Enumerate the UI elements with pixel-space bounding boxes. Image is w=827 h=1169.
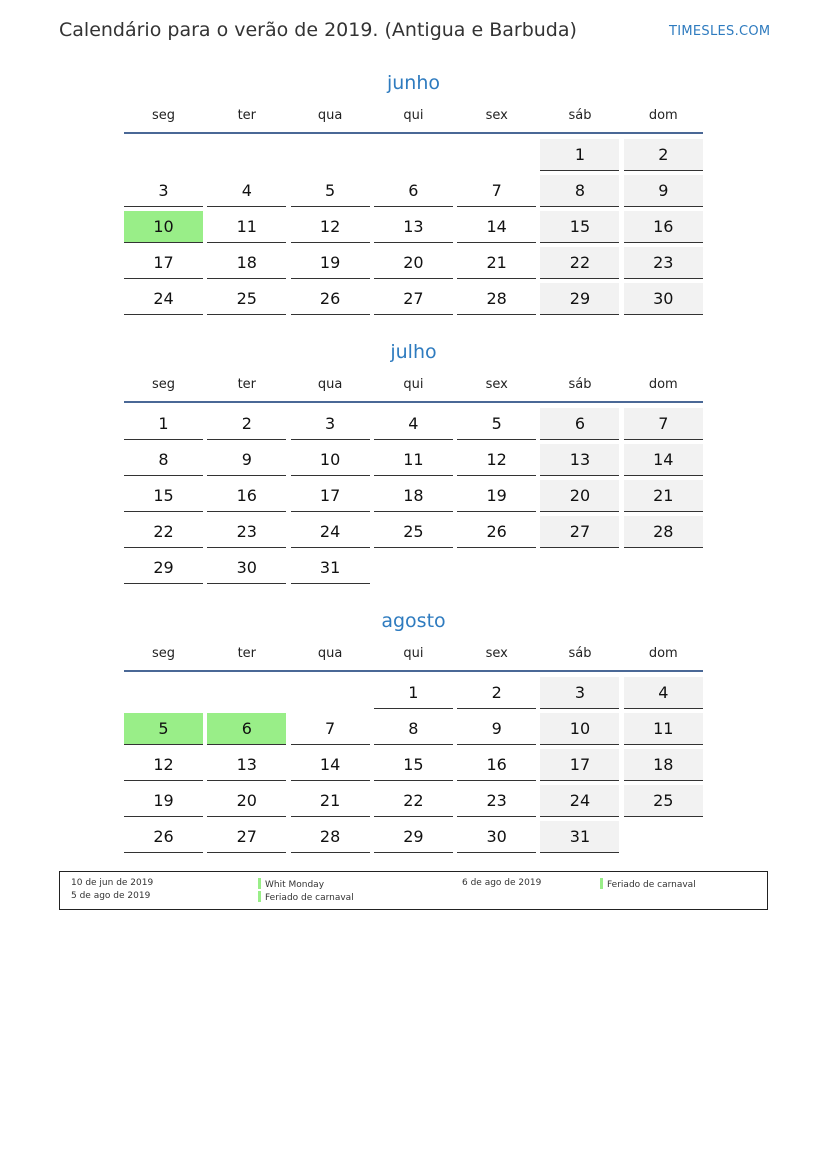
weekday-label: qua bbox=[317, 108, 343, 123]
day-cell: 11 bbox=[374, 444, 453, 476]
empty-day-cell bbox=[374, 139, 453, 170]
week-row bbox=[124, 713, 703, 749]
week-row bbox=[124, 552, 703, 588]
day-cell: 19 bbox=[457, 480, 536, 512]
weekday-label: dom bbox=[648, 646, 678, 661]
day-cell: 28 bbox=[291, 821, 370, 853]
day-cell: 8 bbox=[540, 175, 619, 207]
day-cell: 31 bbox=[540, 821, 619, 853]
day-cell: 22 bbox=[540, 247, 619, 279]
day-cell: 18 bbox=[624, 749, 703, 781]
day-cell: 15 bbox=[374, 749, 453, 781]
day-cell: 20 bbox=[374, 247, 453, 279]
weekday-label: sex bbox=[485, 108, 508, 123]
day-cell: 29 bbox=[540, 283, 619, 315]
month-calendar-june bbox=[124, 70, 703, 319]
day-cell: 27 bbox=[374, 283, 453, 315]
month-calendar-august bbox=[124, 608, 703, 857]
weekday-label: ter bbox=[237, 377, 257, 392]
month-title: agosto bbox=[381, 610, 446, 632]
day-cell: 16 bbox=[207, 480, 286, 512]
day-cell: 13 bbox=[207, 749, 286, 781]
day-cell: 10 bbox=[291, 444, 370, 476]
day-cell: 26 bbox=[291, 283, 370, 315]
day-cell: 14 bbox=[624, 444, 703, 476]
weekday-label: sáb bbox=[568, 108, 592, 123]
day-grid bbox=[124, 677, 703, 857]
day-cell: 10 bbox=[540, 713, 619, 745]
day-cell: 21 bbox=[291, 785, 370, 817]
day-cell: 12 bbox=[124, 749, 203, 781]
empty-day-cell bbox=[457, 552, 536, 583]
day-cell: 16 bbox=[624, 211, 703, 243]
day-cell: 1 bbox=[540, 139, 619, 171]
day-cell: 4 bbox=[624, 677, 703, 709]
day-cell: 2 bbox=[207, 408, 286, 440]
day-cell: 5 bbox=[457, 408, 536, 440]
weekday-header bbox=[124, 106, 703, 128]
day-cell: 31 bbox=[291, 552, 370, 584]
day-cell: 25 bbox=[374, 516, 453, 548]
empty-day-cell bbox=[291, 139, 370, 170]
day-cell: 7 bbox=[291, 713, 370, 745]
empty-day-cell bbox=[540, 552, 619, 583]
day-cell: 6 bbox=[374, 175, 453, 207]
legend-holiday-name bbox=[258, 891, 354, 903]
day-cell: 25 bbox=[624, 785, 703, 817]
site-logo-link[interactable]: TIMESLES.COM bbox=[669, 24, 771, 39]
day-cell: 1 bbox=[374, 677, 453, 709]
legend-holiday-label: Feriado de carnaval bbox=[265, 893, 354, 903]
day-cell: 22 bbox=[124, 516, 203, 548]
week-row bbox=[124, 480, 703, 516]
week-row bbox=[124, 175, 703, 211]
day-cell: 2 bbox=[457, 677, 536, 709]
header-divider bbox=[124, 132, 703, 134]
week-row bbox=[124, 283, 703, 319]
holiday-day-cell: 10 bbox=[124, 211, 203, 243]
weekday-label: ter bbox=[237, 108, 257, 123]
holiday-day-cell: 5 bbox=[124, 713, 203, 745]
header-divider bbox=[124, 670, 703, 672]
weekday-label: dom bbox=[648, 108, 678, 123]
day-cell: 11 bbox=[207, 211, 286, 243]
legend-holiday-label: Whit Monday bbox=[265, 880, 325, 890]
day-cell: 25 bbox=[207, 283, 286, 315]
day-cell: 9 bbox=[624, 175, 703, 207]
weekday-header bbox=[124, 644, 703, 666]
day-cell: 26 bbox=[457, 516, 536, 548]
weekday-label: qui bbox=[403, 377, 424, 392]
day-cell: 18 bbox=[207, 247, 286, 279]
empty-day-cell bbox=[291, 677, 370, 708]
day-cell: 7 bbox=[624, 408, 703, 440]
weekday-label: qua bbox=[317, 646, 343, 661]
day-cell: 14 bbox=[457, 211, 536, 243]
week-row bbox=[124, 516, 703, 552]
day-cell: 23 bbox=[207, 516, 286, 548]
day-cell: 11 bbox=[624, 713, 703, 745]
weekday-header bbox=[124, 375, 703, 397]
day-grid bbox=[124, 139, 703, 319]
weekday-label: seg bbox=[151, 377, 176, 392]
week-row bbox=[124, 408, 703, 444]
empty-day-cell bbox=[207, 139, 286, 170]
day-cell: 17 bbox=[540, 749, 619, 781]
empty-day-cell bbox=[124, 677, 203, 708]
day-cell: 28 bbox=[457, 283, 536, 315]
weekday-label: seg bbox=[151, 646, 176, 661]
holiday-color-marker bbox=[258, 891, 261, 902]
day-cell: 28 bbox=[624, 516, 703, 548]
week-row bbox=[124, 247, 703, 283]
week-row bbox=[124, 785, 703, 821]
week-row bbox=[124, 749, 703, 785]
day-cell: 19 bbox=[291, 247, 370, 279]
week-row bbox=[124, 677, 703, 713]
month-calendar-july bbox=[124, 339, 703, 588]
day-cell: 4 bbox=[374, 408, 453, 440]
month-title: junho bbox=[386, 72, 441, 94]
day-cell: 21 bbox=[457, 247, 536, 279]
weekday-label: dom bbox=[648, 377, 678, 392]
week-row bbox=[124, 444, 703, 480]
day-cell: 20 bbox=[540, 480, 619, 512]
day-cell: 5 bbox=[291, 175, 370, 207]
holiday-legend bbox=[59, 871, 768, 910]
month-title: julho bbox=[390, 341, 437, 363]
day-cell: 24 bbox=[540, 785, 619, 817]
day-cell: 7 bbox=[457, 175, 536, 207]
day-cell: 3 bbox=[124, 175, 203, 207]
day-cell: 13 bbox=[374, 211, 453, 243]
empty-day-cell bbox=[624, 821, 703, 852]
day-cell: 21 bbox=[624, 480, 703, 512]
day-cell: 8 bbox=[124, 444, 203, 476]
day-cell: 13 bbox=[540, 444, 619, 476]
week-row bbox=[124, 211, 703, 247]
day-cell: 12 bbox=[291, 211, 370, 243]
day-cell: 3 bbox=[540, 677, 619, 709]
legend-date: 10 de jun de 2019 bbox=[71, 878, 154, 888]
holiday-day-cell: 6 bbox=[207, 713, 286, 745]
empty-day-cell bbox=[457, 139, 536, 170]
day-cell: 17 bbox=[291, 480, 370, 512]
holiday-color-marker bbox=[258, 878, 261, 889]
day-cell: 1 bbox=[124, 408, 203, 440]
legend-holiday-label: Feriado de carnaval bbox=[607, 880, 696, 890]
day-cell: 9 bbox=[457, 713, 536, 745]
legend-holiday-name bbox=[258, 878, 324, 890]
weekday-label: sáb bbox=[568, 646, 592, 661]
week-row bbox=[124, 139, 703, 175]
day-cell: 17 bbox=[124, 247, 203, 279]
weekday-label: sex bbox=[485, 377, 508, 392]
day-cell: 27 bbox=[207, 821, 286, 853]
day-cell: 27 bbox=[540, 516, 619, 548]
holiday-color-marker bbox=[600, 878, 603, 889]
legend-date: 6 de ago de 2019 bbox=[462, 878, 542, 888]
day-cell: 24 bbox=[124, 283, 203, 315]
day-cell: 23 bbox=[457, 785, 536, 817]
weekday-label: qui bbox=[403, 108, 424, 123]
day-cell: 30 bbox=[457, 821, 536, 853]
day-cell: 14 bbox=[291, 749, 370, 781]
day-cell: 15 bbox=[540, 211, 619, 243]
day-cell: 30 bbox=[624, 283, 703, 315]
day-cell: 16 bbox=[457, 749, 536, 781]
weekday-label: qui bbox=[403, 646, 424, 661]
weekday-label: sex bbox=[485, 646, 508, 661]
weekday-label: qua bbox=[317, 377, 343, 392]
day-cell: 20 bbox=[207, 785, 286, 817]
day-cell: 8 bbox=[374, 713, 453, 745]
day-cell: 19 bbox=[124, 785, 203, 817]
day-cell: 3 bbox=[291, 408, 370, 440]
day-cell: 29 bbox=[124, 552, 203, 584]
week-row bbox=[124, 821, 703, 857]
empty-day-cell bbox=[624, 552, 703, 583]
day-cell: 30 bbox=[207, 552, 286, 584]
day-grid bbox=[124, 408, 703, 588]
day-cell: 18 bbox=[374, 480, 453, 512]
weekday-label: ter bbox=[237, 646, 257, 661]
empty-day-cell bbox=[207, 677, 286, 708]
day-cell: 15 bbox=[124, 480, 203, 512]
day-cell: 24 bbox=[291, 516, 370, 548]
legend-holiday-name bbox=[600, 878, 696, 890]
page-title: Calendário para o verão de 2019. (Antigua e Barbuda) bbox=[59, 19, 577, 41]
day-cell: 4 bbox=[207, 175, 286, 207]
header-divider bbox=[124, 401, 703, 403]
weekday-label: seg bbox=[151, 108, 176, 123]
empty-day-cell bbox=[374, 552, 453, 583]
day-cell: 26 bbox=[124, 821, 203, 853]
day-cell: 6 bbox=[540, 408, 619, 440]
day-cell: 22 bbox=[374, 785, 453, 817]
empty-day-cell bbox=[124, 139, 203, 170]
day-cell: 9 bbox=[207, 444, 286, 476]
weekday-label: sáb bbox=[568, 377, 592, 392]
day-cell: 29 bbox=[374, 821, 453, 853]
legend-date: 5 de ago de 2019 bbox=[71, 891, 151, 901]
day-cell: 23 bbox=[624, 247, 703, 279]
day-cell: 2 bbox=[624, 139, 703, 171]
day-cell: 12 bbox=[457, 444, 536, 476]
